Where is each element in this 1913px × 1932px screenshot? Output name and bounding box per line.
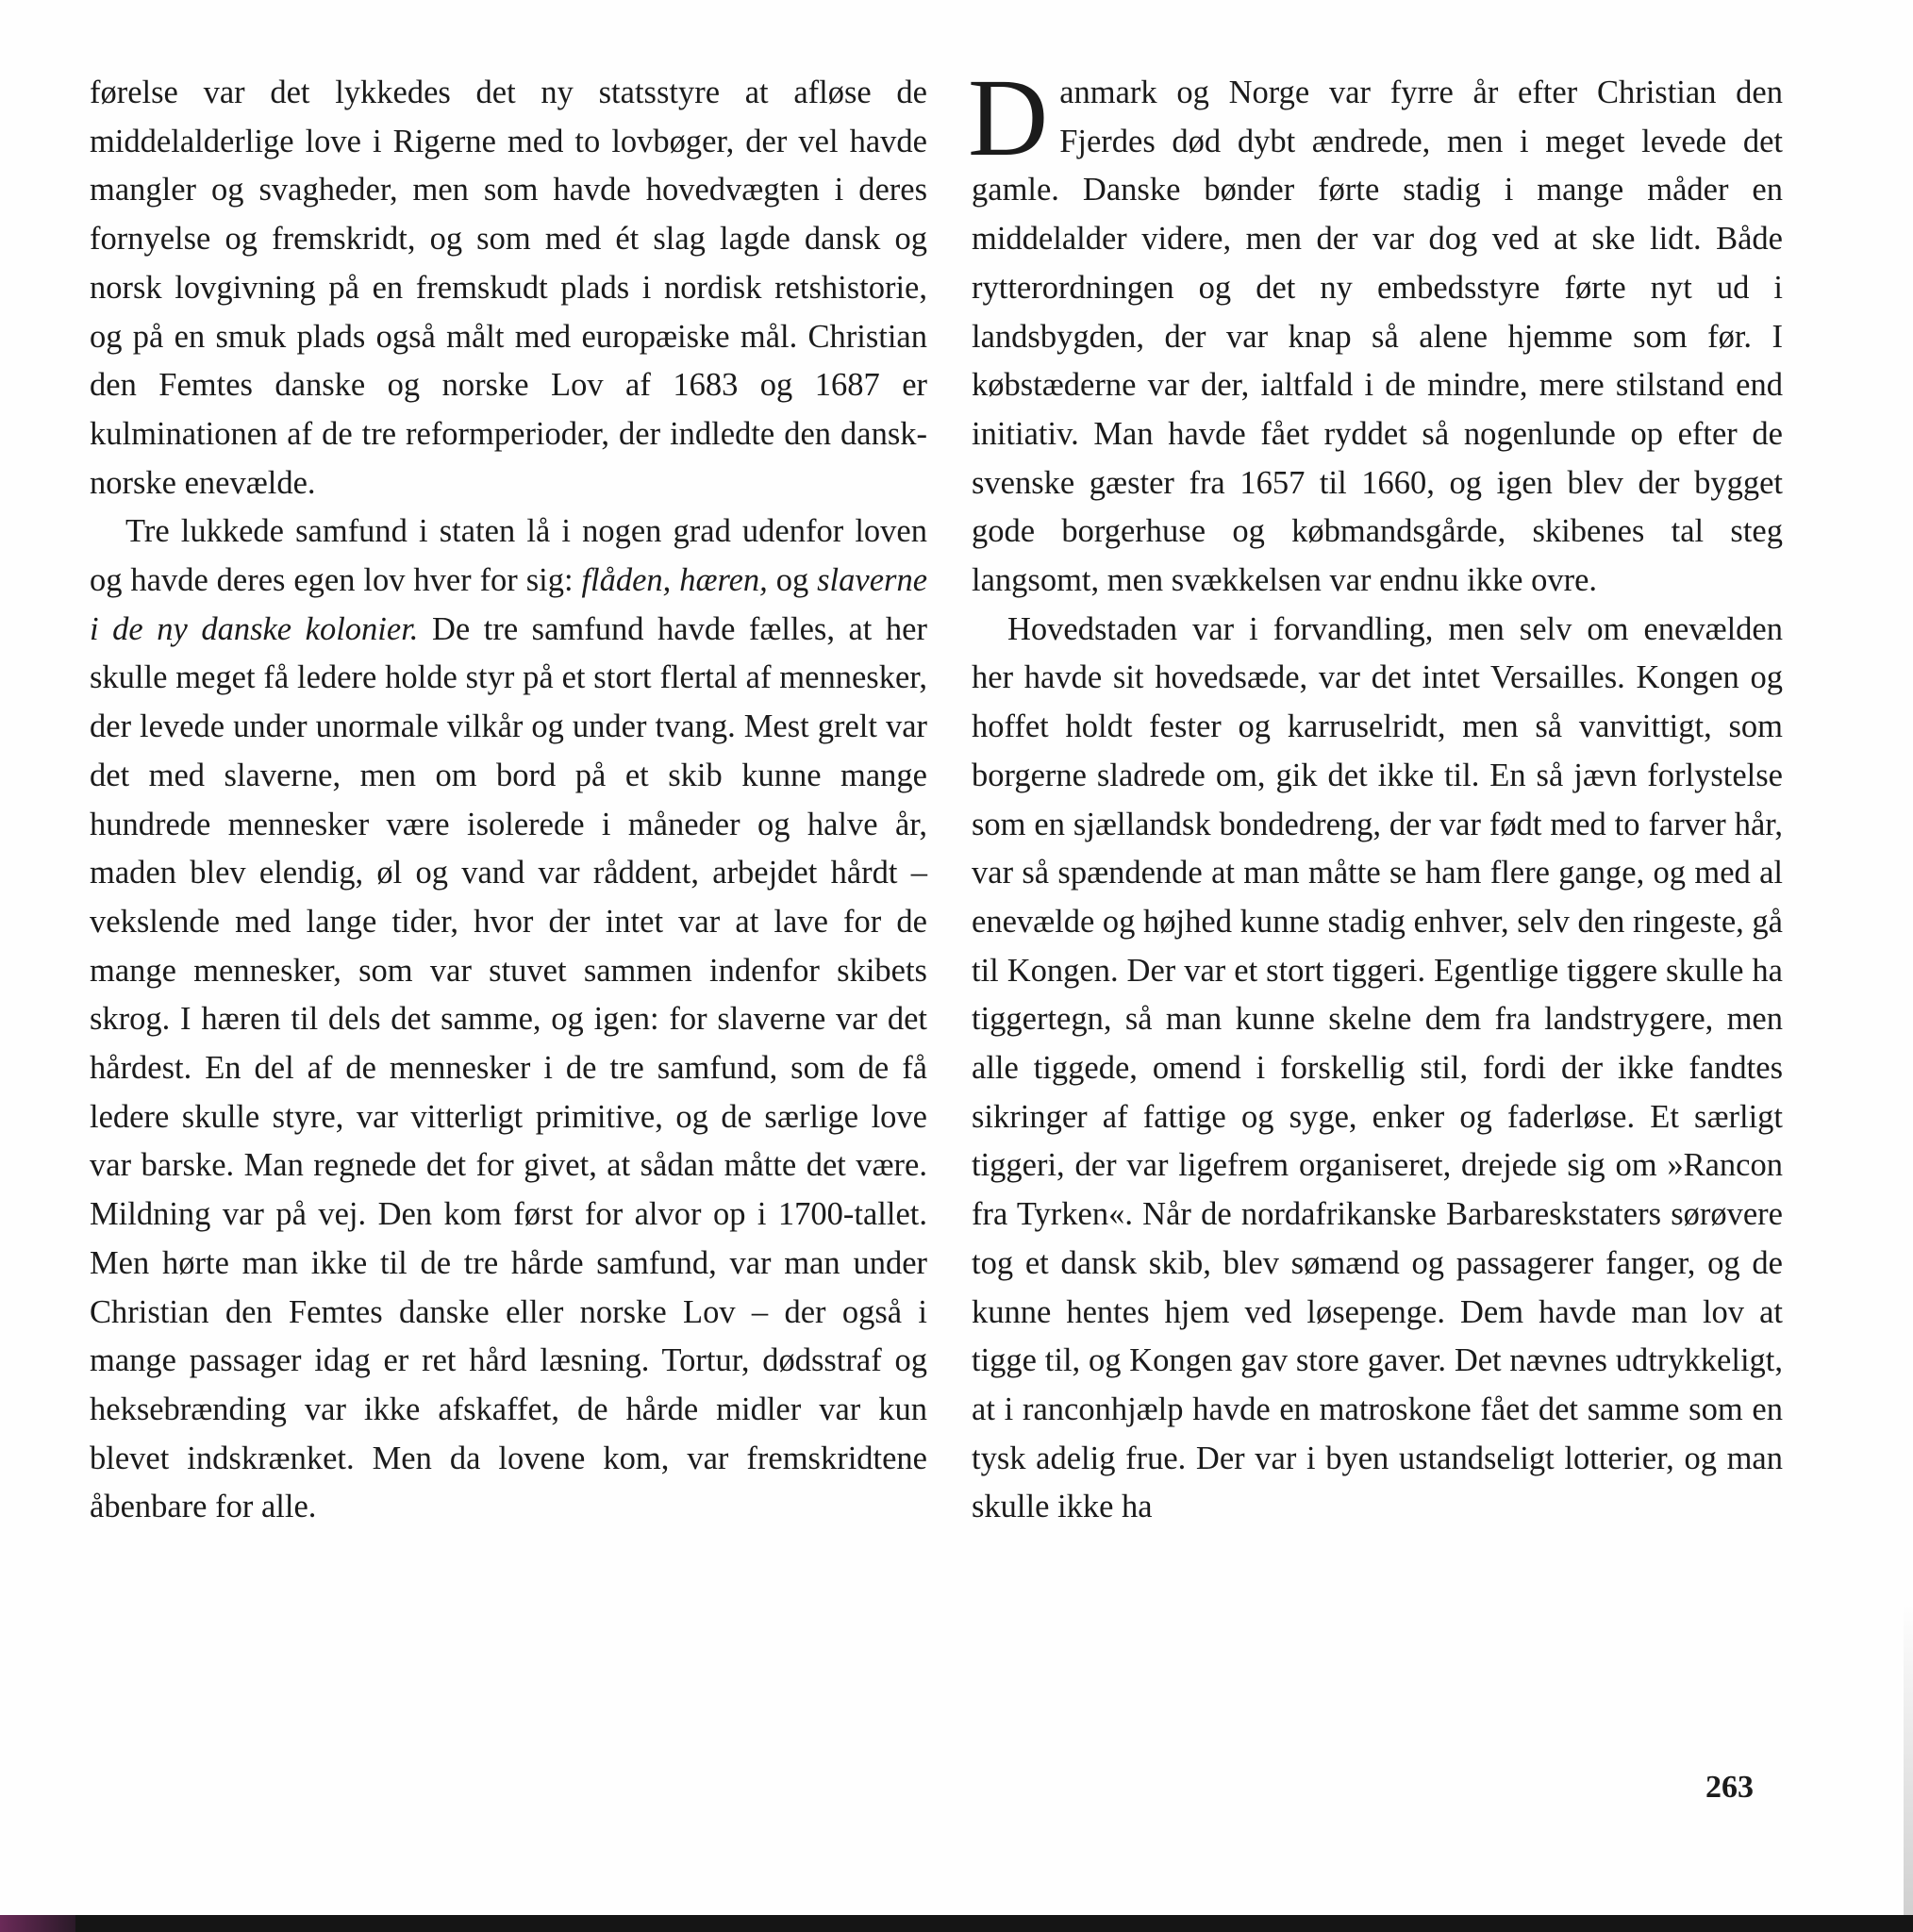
- right-paragraph-1-text: anmark og Norge var fyrre år efter Christian den Fjerdes død dybt ændrede, men i meget levede det gamle. Danske bønder førte stadig i mange måder en middelalder videre, men der var dog ved at ske lidt. Både rytterordningen og det ny embedsstyre førte nyt ud i landsbygden, der var knap så alene hjemme som før. I købstæderne var der, ialtfald i de mindre, mere stilstand end initiativ. Man havde fået ryddet så nogenlunde op efter de svenske gæster fra 1657 til 1660, og igen blev der bygget gode borgerhuse og købmandsgårde, skibenes tal steg langsomt, men svækkelsen var endnu ikke ovre.: [972, 75, 1783, 599]
- bottom-edge-band: [0, 1915, 1913, 1932]
- left-paragraph-1: førelse var det lykkedes det ny statsstyre at afløse de middelalderlige love i Rigerne med to lovbøger, der vel havde mangler og svagheder, men som havde hovedvægten i deres fornyelse og fremskridt, og som med ét slag lagde dansk og norsk lovgivning på en fremskudt plads i nordisk retshistorie, og på en smuk plads også målt med europæiske mål. Christian den Femtes danske og norske Lov af 1683 og 1687 er kulminationen af de tre reformperioder, der indledte den dansk-norske enevælde.: [90, 75, 927, 501]
- left-paragraph-2-conjunction: og: [767, 562, 818, 599]
- left-paragraph-2-italic-slaves: slaverne i de ny danske kolonier.: [90, 562, 928, 647]
- right-paragraph-1: [968, 56, 1783, 606]
- drop-cap-letter: D: [968, 56, 1049, 179]
- page-edge-shadow: [1904, 1604, 1913, 1915]
- page-number: 263: [1705, 1770, 1754, 1805]
- bottom-edge-tint: [0, 1915, 75, 1932]
- left-paragraph-2-start: Tre lukkede samfund i staten lå i nogen grad udenfor loven og havde deres egen lov hver for sig:: [90, 513, 927, 599]
- left-text-column: [90, 69, 927, 1532]
- right-paragraph-2: Hovedstaden var i forvandling, men selv om enevælden her havde sit hovedsæde, var det intet Versailles. Kongen og hoffet holdt fester og karruselridt, men så vanvittigt, som borgerne sladrede om, gik det ikke til. En så jævn forlystelse som en sjællandsk bondedreng, der var født med to farver hår, var så spændende at man måtte se ham flere gange, og med al enevælde og højhed kunne stadig enhver, selv den ringeste, gå til Kongen. Der var et stort tiggeri. Egentlige tiggere skulle ha tiggertegn, så man kunne skelne dem fra landstrygere, men alle tiggede, omend i forskellig stil, fordi der ikke fandtes sikringer af fattige og syge, enker og faderløse. Et særligt tiggeri, der var ligefrem organiseret, drejede sig om »Rancon fra Tyrken«. Når de nordafrikanske Barbareskstaters sørøvere tog et dansk skib, blev sømænd og passagerer fanger, og de kunne hentes hjem ved løsepenge. Dem havde man lov at tigge til, og Kongen gav store gaver. Det nævnes udtrykkeligt, at i ranconhjælp havde en matroskone fået det samme som en tysk adelig frue. Der var i byen ustandseligt lotterier, og man skulle ikke ha: [972, 610, 1783, 1525]
- left-paragraph-2-rest: De tre samfund havde fælles, at her skulle meget få ledere holde styr på et stort flertal af mennesker, der levede under unormale vilkår og under tvang. Mest grelt var det med slaverne, men om bord på et skib kunne mange hundrede mennesker være isolerede i måneder og halve år, maden blev elendig, øl og vand var råddent, arbejdet hårdt – vekslende med lange tider, hvor der intet var at lave for de mange mennesker, som var stuvet sammen indenfor skibets skrog. I hæren til dels det samme, og igen: for slaverne var det hårdest. En del af de mennesker i de tre samfund, som de få ledere skulle styre, var vitterligt primitive, og de særlige love var barske. Man regnede det for givet, at sådan måtte det være. Mildning var på vej. Den kom først for alvor op i 1700-tallet. Men hørte man ikke til de tre hårde samfund, var man under Christian den Femtes danske eller norske Lov – der også i mange passager idag er ret hård læsning. Tortur, dødsstraf og heksebrænding var ikke afskaffet, de hårde midler var kun blevet indskrænket. Men da lovene kom, var fremskridtene åbenbare for alle.: [90, 610, 927, 1525]
- right-text-column: [968, 56, 1783, 1532]
- left-paragraph-2-italic-navy-army: flåden, hæren,: [581, 562, 768, 599]
- left-paragraph-2: [90, 508, 927, 1532]
